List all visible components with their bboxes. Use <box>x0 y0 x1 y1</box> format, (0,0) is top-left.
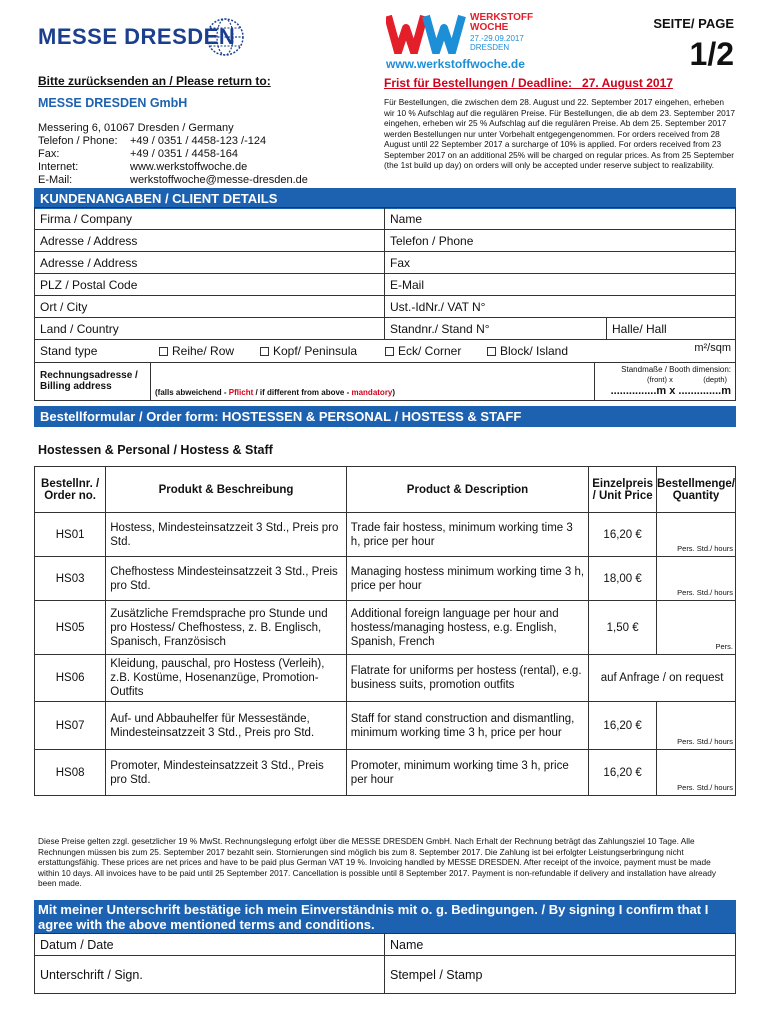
dim-front: (front) x <box>647 375 673 384</box>
page-number: 1/2 <box>689 36 734 72</box>
product-de: Zusätzliche Fremdsprache pro Stunde und pro Hostess/ Chefhostess, z. B. Englisch, Spanisch, Französisch <box>106 601 347 655</box>
order-no: HS06 <box>35 655 106 702</box>
unit-price: 16,20 € <box>589 513 657 557</box>
quantity-field[interactable] <box>657 702 736 750</box>
return-line: Fax: +49 / 0351 / 4458-164 <box>38 148 238 160</box>
product-en: Additional foreign language per hour and hostess/managing hostess, e.g. English, Spanish, French <box>346 601 588 655</box>
quantity-unit: Pers. Std./ hours <box>677 783 733 792</box>
table-row <box>35 655 736 702</box>
globe-icon <box>204 16 246 58</box>
quantity-field[interactable] <box>657 750 736 796</box>
order-form-heading: Bestellformular / Order form: HOSTESSEN & PERSONAL / HOSTESS & STAFF <box>34 406 736 427</box>
order-no: HS03 <box>35 557 106 601</box>
hall-field[interactable]: Halle/ Hall <box>607 318 736 340</box>
product-de: Hostess, Mindesteinsatzzeit 3 Std., Preis pro Std. <box>106 513 347 557</box>
product-en: Managing hostess minimum working time 3 h, price per hour <box>346 557 588 601</box>
product-en: Promoter, minimum working time 3 h, price per hour <box>346 750 588 796</box>
checkbox-icon[interactable] <box>487 347 496 356</box>
billing-label: Rechnungsadresse / Billing address <box>40 370 138 392</box>
quantity-unit: Pers. Std./ hours <box>677 588 733 597</box>
messe-dresden-logo: MESSE DRESDEN <box>38 24 236 49</box>
email-field[interactable]: E-Mail <box>385 274 736 296</box>
address-field-2[interactable]: Adresse / Address <box>35 252 385 274</box>
checkbox-icon[interactable] <box>260 347 269 356</box>
ww-date: 27.-29.09.2017 <box>470 34 524 43</box>
quantity-field[interactable] <box>657 513 736 557</box>
city-field[interactable]: Ort / City <box>35 296 385 318</box>
option-row[interactable]: Reihe/ Row <box>159 344 234 358</box>
date-field[interactable]: Datum / Date <box>35 934 385 956</box>
country-field[interactable]: Land / Country <box>35 318 385 340</box>
ww-city: DRESDEN <box>470 43 510 52</box>
product-de: Promoter, Mindesteinsatzzeit 3 Std., Preis pro Std. <box>106 750 347 796</box>
product-de: Kleidung, pauschal, pro Hostess (Verleih), z.B. Kostüme, Hosenanzüge, Promotion-Outfits <box>106 655 347 702</box>
address-field-1[interactable]: Adresse / Address <box>35 230 385 252</box>
product-de: Chefhostess Mindesteinsatzzeit 3 Std., Preis pro Std. <box>106 557 347 601</box>
col-unit-price: Einzelpreis / Unit Price <box>589 467 657 513</box>
quantity-unit: Pers. Std./ hours <box>677 737 733 746</box>
unit-price: 1,50 € <box>589 601 657 655</box>
checkbox-icon[interactable] <box>159 347 168 356</box>
signature-heading: Mit meiner Unterschrift bestätige ich mein Einverständnis mit o. g. Bedingungen. / By signing I confirm that I agree with the above mentioned terms and conditions. <box>34 900 736 934</box>
unit-price: 18,00 € <box>589 557 657 601</box>
unit-price: 16,20 € <box>589 750 657 796</box>
phone-field[interactable]: Telefon / Phone <box>385 230 736 252</box>
quantity-unit: Pers. Std./ hours <box>677 544 733 553</box>
return-line: E-Mail: werkstoffwoche@messe-dresden.de <box>38 174 308 186</box>
ww-logo-icon <box>386 14 466 54</box>
return-company: MESSE DRESDEN GmbH <box>38 96 188 110</box>
table-row <box>35 513 736 557</box>
stand-type-label: Stand type <box>40 344 98 358</box>
page-label: SEITE/ PAGE <box>653 16 734 31</box>
col-product-en: Product & Description <box>346 467 588 513</box>
order-no: HS05 <box>35 601 106 655</box>
col-order-no: Bestellnr. / Order no. <box>35 467 106 513</box>
signature-table <box>34 933 736 994</box>
order-no: HS07 <box>35 702 106 750</box>
table-row <box>35 557 736 601</box>
product-en: Flatrate for uniforms per hostess (rental), e.g. business suits, promotion outfits <box>346 655 588 702</box>
sign-name-field[interactable]: Name <box>385 934 736 956</box>
client-details-table <box>34 207 736 340</box>
return-line: Messering 6, 01067 Dresden / Germany <box>38 122 234 134</box>
order-no: HS08 <box>35 750 106 796</box>
table-row <box>35 601 736 655</box>
products-table <box>34 466 736 796</box>
name-field[interactable]: Name <box>385 208 736 230</box>
terms-note: Diese Preise gelten zzgl. gesetzlicher 19 % MwSt. Rechnungslegung erfolgt über die MESSE DRESDEN GmbH. Nach Erhalt der Rechnung beträgt das Zahlungsziel 10 Tage. Alle Rechnungen müssen bis zum 25. September 2017 bezahlt sein. Stornierungen sind möglich bis zum 8. September 2017. Die Zahlung ist bei erfolgter Leistungserbringung nicht erstattungsfähig. These prices are net prices and have to be paid plus German VAT 19 %. Invoicing handled by MESSE DRESDEN. After receipt of the invoice, payment must be made within 10 days. All invoices have to be paid until 25 September 2017. Cancellation is possible until 8 September 2017. Payment is non-refundable if delivery and installation have already been made. <box>38 836 716 888</box>
return-address-block <box>38 122 308 187</box>
unit-price: auf Anfrage / on request <box>589 655 736 702</box>
checkbox-icon[interactable] <box>385 347 394 356</box>
order-no: HS01 <box>35 513 106 557</box>
company-field[interactable]: Firma / Company <box>35 208 385 230</box>
return-line: Internet: www.werkstoffwoche.de <box>38 161 248 173</box>
postal-code-field[interactable]: PLZ / Postal Code <box>35 274 385 296</box>
stand-type-row <box>34 339 736 363</box>
vat-field[interactable]: Ust.-IdNr./ VAT N° <box>385 296 736 318</box>
table-row <box>35 702 736 750</box>
col-quantity: Bestellmenge/ Quantity <box>657 467 736 513</box>
table-header <box>35 467 736 513</box>
deadline-title: Frist für Bestellungen / Deadline: 27. August 2017 <box>384 76 673 90</box>
option-peninsula[interactable]: Kopf/ Peninsula <box>260 344 357 358</box>
dim-title: Standmaße / Booth dimension: <box>621 365 731 374</box>
deadline-text: Für Bestellungen, die zwischen dem 28. August und 22. September 2017 eingehen, erheben wir 10 % Aufschlag auf die regulären Preise. Für Bestellungen, die ab dem 23. September 2017 eingehen, erheben wir 25 % Aufschlag auf die regulären Preise. Ab dem 25. September 2017 werden Bestellungen nur unter Vorbehalt entgegengenommen. For orders received from 28 August until 22 September 2017 a surcharge of 10% is applied. For orders received from 23 September 2017 on an additional 25% will be charged on regular prices. As from 25 September (the 1st build up day) on orders will only be accepted under reserve subject to realizability. <box>384 97 735 170</box>
quantity-unit: Pers. <box>715 642 733 651</box>
product-de: Auf- und Abbauhelfer für Messestände, Mindesteinsatzzeit 3 Std., Preis pro Std. <box>106 702 347 750</box>
sqm-label: m²/sqm <box>694 342 731 354</box>
return-title: Bitte zurücksenden an / Please return to: <box>38 74 271 88</box>
billing-row <box>34 363 736 401</box>
ww-url[interactable]: www.werkstoffwoche.de <box>386 57 525 71</box>
unit-price: 16,20 € <box>589 702 657 750</box>
option-island[interactable]: Block/ Island <box>487 344 568 358</box>
product-en: Trade fair hostess, minimum working time 3 h, price per hour <box>346 513 588 557</box>
client-details-heading: KUNDENANGABEN / CLIENT DETAILS <box>34 188 736 209</box>
product-en: Staff for stand construction and dismantling, minimum working time 3 h, price per hour <box>346 702 588 750</box>
col-product-de: Produkt & Beschreibung <box>106 467 347 513</box>
order-subheading: Hostessen & Personal / Hostess & Staff <box>38 443 273 457</box>
quantity-field[interactable] <box>657 557 736 601</box>
billing-note: (falls abweichend - Pflicht / if different from above - mandatory) <box>155 388 396 397</box>
option-corner[interactable]: Eck/ Corner <box>385 344 461 358</box>
ww-title: WERKSTOFF WOCHE <box>470 12 534 33</box>
return-line: Telefon / Phone: +49 / 0351 / 4458-123 /-124 <box>38 135 267 147</box>
stamp-field[interactable]: Stempel / Stamp <box>385 956 736 994</box>
fax-field[interactable]: Fax <box>385 252 736 274</box>
dim-line[interactable]: ...............m x ..............m <box>610 385 731 397</box>
stand-number-field[interactable]: Standnr./ Stand N° <box>385 318 607 340</box>
dim-depth: (depth) <box>703 375 727 384</box>
quantity-field[interactable] <box>657 601 736 655</box>
table-row <box>35 750 736 796</box>
signature-field[interactable]: Unterschrift / Sign. <box>35 956 385 994</box>
